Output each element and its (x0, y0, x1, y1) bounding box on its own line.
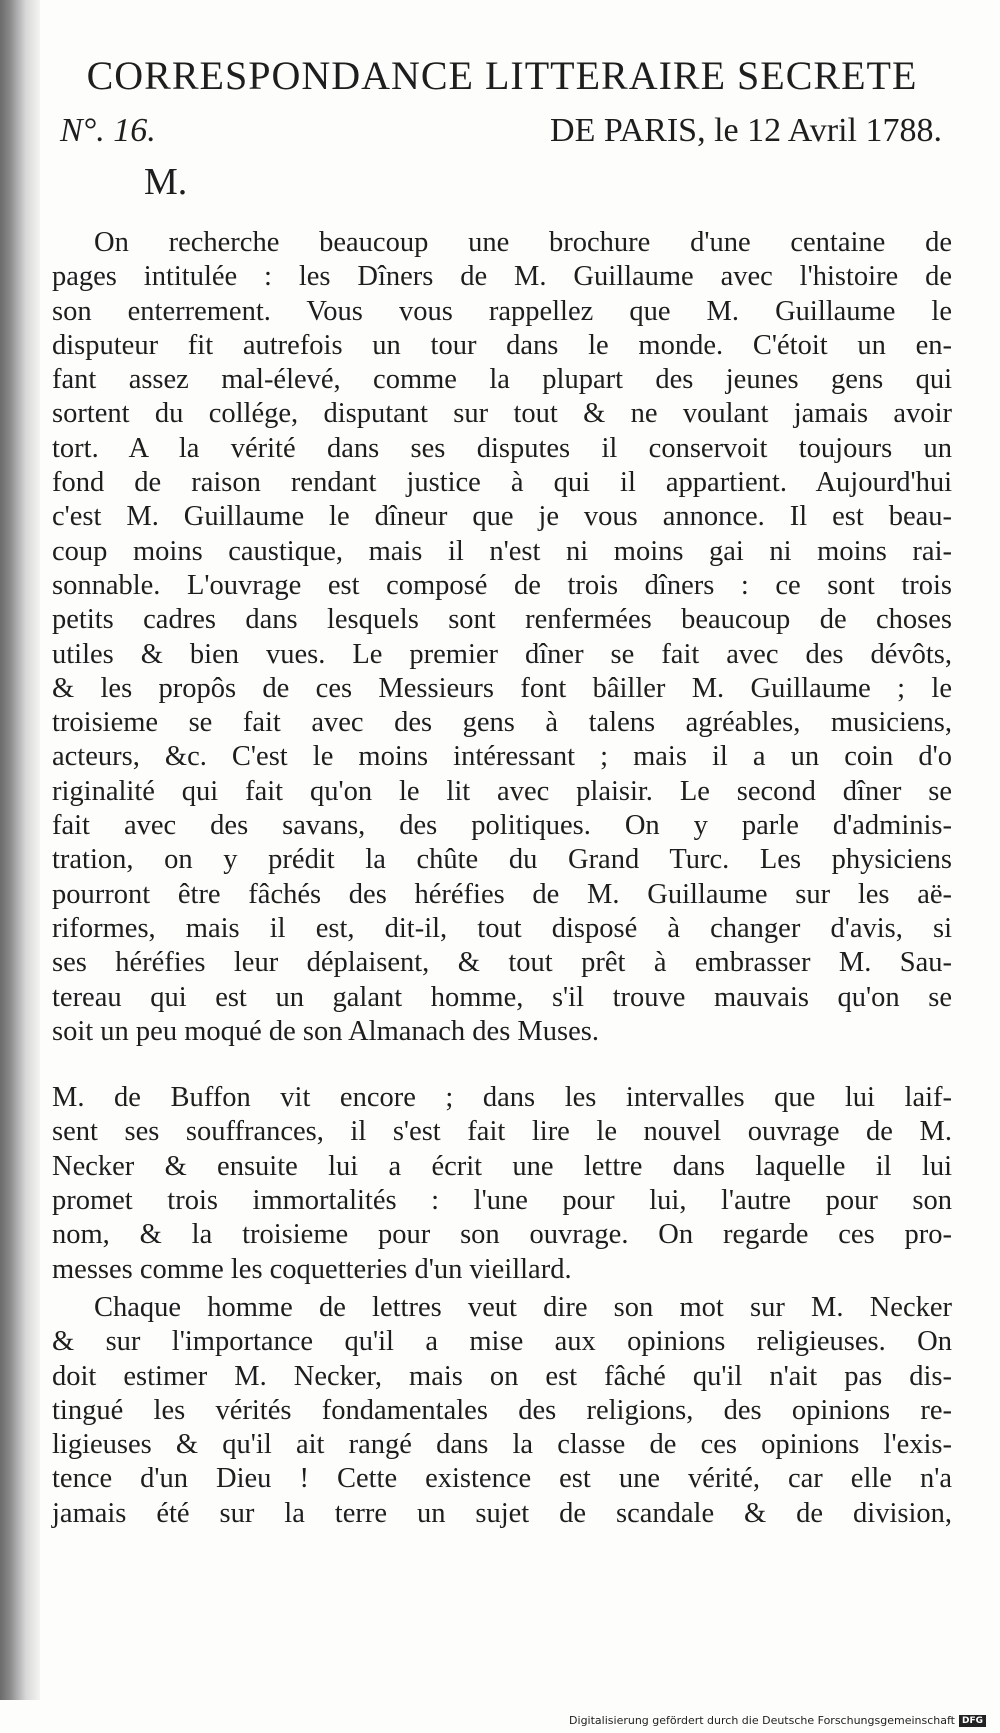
dateline: DE PARIS, le 12 Avril 1788. (550, 112, 942, 149)
text-line: petits cadres dans lesquels sont renfermées beaucoup de choses (52, 604, 952, 636)
text-line: disputeur fit autrefois un tour dans le monde. C'étoit un en- (52, 329, 952, 361)
paragraph-1 (52, 226, 952, 1049)
text-line: & sur l'importance qu'il a mise aux opinions religieuses. On (52, 1326, 952, 1358)
text-line: ses héréfies leur déplaisent, & tout prêt à embrasser M. Sau- (52, 947, 952, 979)
digitization-credit (569, 1714, 986, 1727)
text-line: tration, on y prédit la chûte du Grand Turc. Les physiciens (52, 844, 952, 876)
text-line: sortent du collége, disputant sur tout & ne voulant jamais avoir (52, 398, 952, 430)
page-title: CORRESPONDANCE LITTERAIRE SECRETE (86, 53, 918, 98)
text-line: promet trois immortalités : l'une pour lui, l'autre pour son (52, 1185, 952, 1217)
text-line: troisieme se fait avec des gens à talens agréables, musiciens, (52, 707, 952, 739)
header-line (52, 112, 952, 156)
dfg-logo-icon: DFG (959, 1715, 986, 1727)
text-line: sent ses souffrances, il s'est fait lire le nouvel ouvrage de M. (52, 1116, 952, 1148)
text-line: messes comme les coquetteries d'un vieillard. (52, 1253, 572, 1285)
text-line: pourront être fâchés des héréfies de M. Guillaume sur les aë- (52, 878, 952, 910)
text-line: On recherche beaucoup une brochure d'une centaine de (94, 227, 952, 258)
text-line: soit un peu moqué de son Almanach des Muses. (52, 1015, 599, 1047)
text-line: son enterrement. Vous vous rappellez que M. Guillaume le (52, 295, 952, 327)
credit-text: Digitalisierung gefördert durch die Deutsche Forschungsgemeinschaft (569, 1714, 955, 1727)
text-line: ligieuses & qu'il ait rangé dans la classe de ces opinions l'exis- (52, 1429, 952, 1461)
text-line: fant assez mal-élevé, comme la plupart des jeunes gens qui (52, 364, 952, 396)
paragraph-2 (52, 1081, 952, 1287)
text-line: sonnable. L'ouvrage est composé de trois dîners : ce sont trois (52, 569, 952, 601)
text-line: tereau qui est un galant homme, s'il trouve mauvais qu'on se (52, 981, 952, 1013)
text-line: fait avec des savans, des politiques. On y parle d'adminis- (52, 810, 952, 842)
text-line: coup moins caustique, mais il n'est ni moins gai ni moins rai- (52, 535, 952, 567)
text-line: doit estimer M. Necker, mais on est fâché qu'il n'ait pas dis- (52, 1360, 952, 1392)
text-line: & les propôs de ces Messieurs font bâiller M. Guillaume ; le (52, 672, 952, 704)
text-line: M. de Buffon vit encore ; dans les intervalles que lui laif- (52, 1082, 952, 1114)
book-binding-edge (0, 0, 40, 1700)
text-line: c'est M. Guillaume le dîneur que je vous annonce. Il est beau- (52, 501, 952, 533)
text-line: fond de raison rendant justice à qui il appartient. Aujourd'hui (52, 467, 952, 499)
salutation: M. (144, 161, 188, 203)
text-line: jamais été sur la terre un sujet de scandale & de division, (52, 1497, 952, 1529)
issue-number: N°. 16. (60, 112, 156, 149)
text-line: riginalité qui fait qu'on le lit avec plaisir. Le second dîner se (52, 775, 952, 807)
text-line: tort. A la vérité dans ses disputes il conservoit toujours un (52, 432, 952, 464)
text-line: Chaque homme de lettres veut dire son mot sur M. Necker (94, 1291, 952, 1323)
text-line: tence d'un Dieu ! Cette existence est une vérité, car elle n'a (52, 1463, 952, 1495)
paragraph-3 (52, 1291, 952, 1531)
text-line: pages intitulée : les Dîners de M. Guillaume avec l'histoire de (52, 261, 952, 293)
text-line: acteurs, &c. C'est le moins intéressant ; mais il a un coin d'o (52, 741, 952, 773)
text-line: tingué les vérités fondamentales des religions, des opinions re- (52, 1394, 952, 1426)
text-line: utiles & bien vues. Le premier dîner se fait avec des dévôts, (52, 638, 952, 670)
text-line: nom, & la troisieme pour son ouvrage. On regarde ces pro- (52, 1219, 952, 1251)
page-text-block (52, 40, 952, 1531)
text-line: riformes, mais il est, dit-il, tout disposé à changer d'avis, si (52, 912, 952, 944)
text-line: Necker & ensuite lui a écrit une lettre dans laquelle il lui (52, 1150, 952, 1182)
